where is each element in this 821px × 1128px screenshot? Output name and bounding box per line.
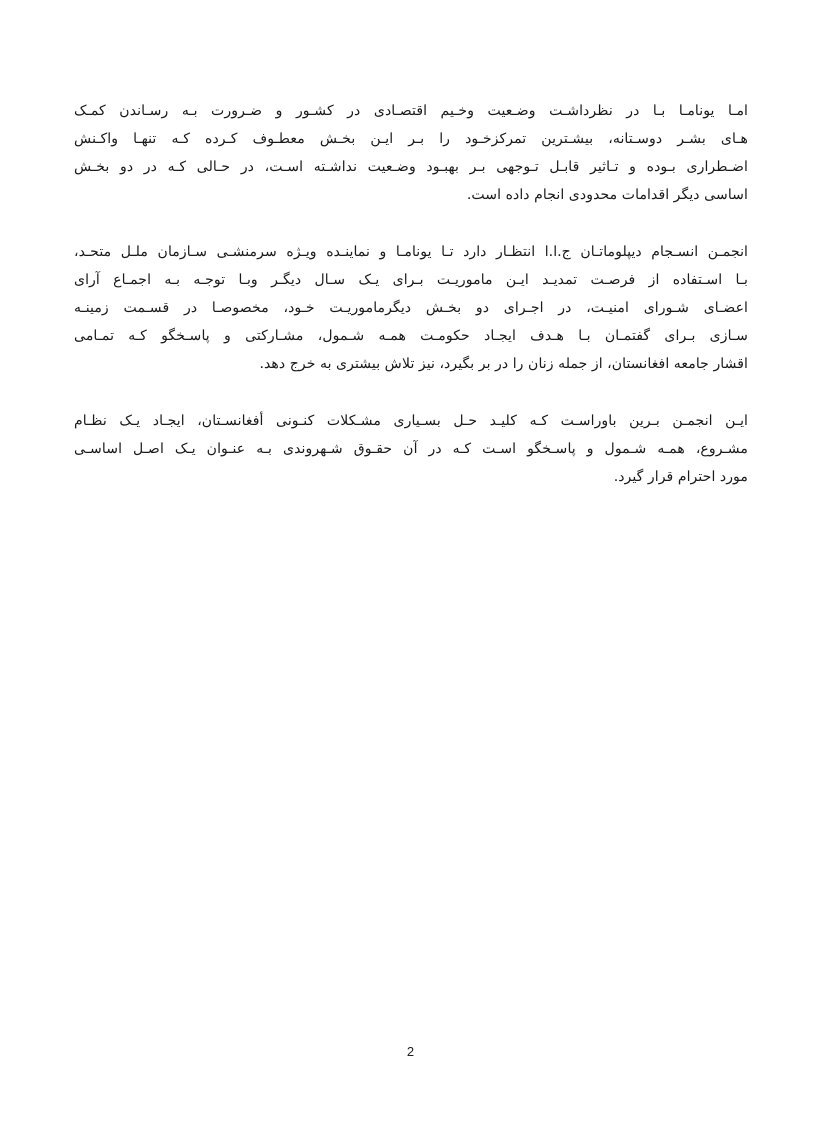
- text-line: سـازی بـرای گفتمـان بـا هـدف ایجـاد حکومـت همـه شـمول، مشـارکتی و پاسـخگو کـه تمـامی: [74, 328, 748, 344]
- text-line: هـای بشـر دوسـتانه، بیشـترین تمرکزخـود را بـر ایـن بخـش معطـوف کـرده کـه تنهـا واکـنش: [74, 131, 748, 147]
- text-line: بـا اسـتفاده از فرصـت تمدیـد ایـن ماموریـت بـرای یـک سـال دیگـر وبـا توجـه بـه اجمـاع آرای: [74, 272, 748, 288]
- paragraph-2: [74, 238, 748, 378]
- text-line: اقشار جامعه افغانستان، از جمله زنان را در بر بگیرد، نیز تلاش بیشتری به خرج دهد.: [259, 356, 748, 372]
- page-number: 2: [406, 1044, 415, 1059]
- text-line: اعضـای شـورای امنیـت، در اجـرای دو بخـش دیگرماموریـت خـود، مخصوصـا در قسـمت زمینـه: [74, 300, 748, 316]
- text-line: انجمـن انسـجام دیپلوماتـان ج.ا.ا انتظـار دارد تـا یونامـا و نماینـده ویـژه سرمنشـی سـازمان ملـل متحـد،: [74, 244, 748, 260]
- text-line: اضـطراری بـوده و تـاثیر قابـل تـوجهی بـر بهبـود وضـعیت نداشـته اسـت، در حـالی کـه در دو بخـش: [74, 159, 748, 175]
- text-line: مورد احترام قرار گیرد.: [613, 469, 748, 485]
- text-line: اساسی دیگر اقدامات محدودی انجام داده است.: [466, 187, 748, 203]
- text-line: مشـروع، همـه شـمول و پاسـخگو اسـت کـه در آن حقـوق شـهروندی بـه عنـوان یـک اصـل اساسـی: [74, 441, 748, 457]
- text-line: امـا یونامـا بـا در نظرداشـت وضـعیت وخـیم اقتصـادی در کشـور و ضـرورت بـه رسـاندن کمـک: [74, 103, 748, 119]
- paragraph-3: [74, 407, 748, 491]
- paragraph-1: [74, 97, 748, 209]
- text-line: ایـن انجمـن بـرین باوراسـت کـه کلیـد حـل بسـیاری مشـکلات کنـونی أفغانسـتان، ایجـاد یـک نظـام: [74, 413, 748, 429]
- document-body: [74, 97, 748, 520]
